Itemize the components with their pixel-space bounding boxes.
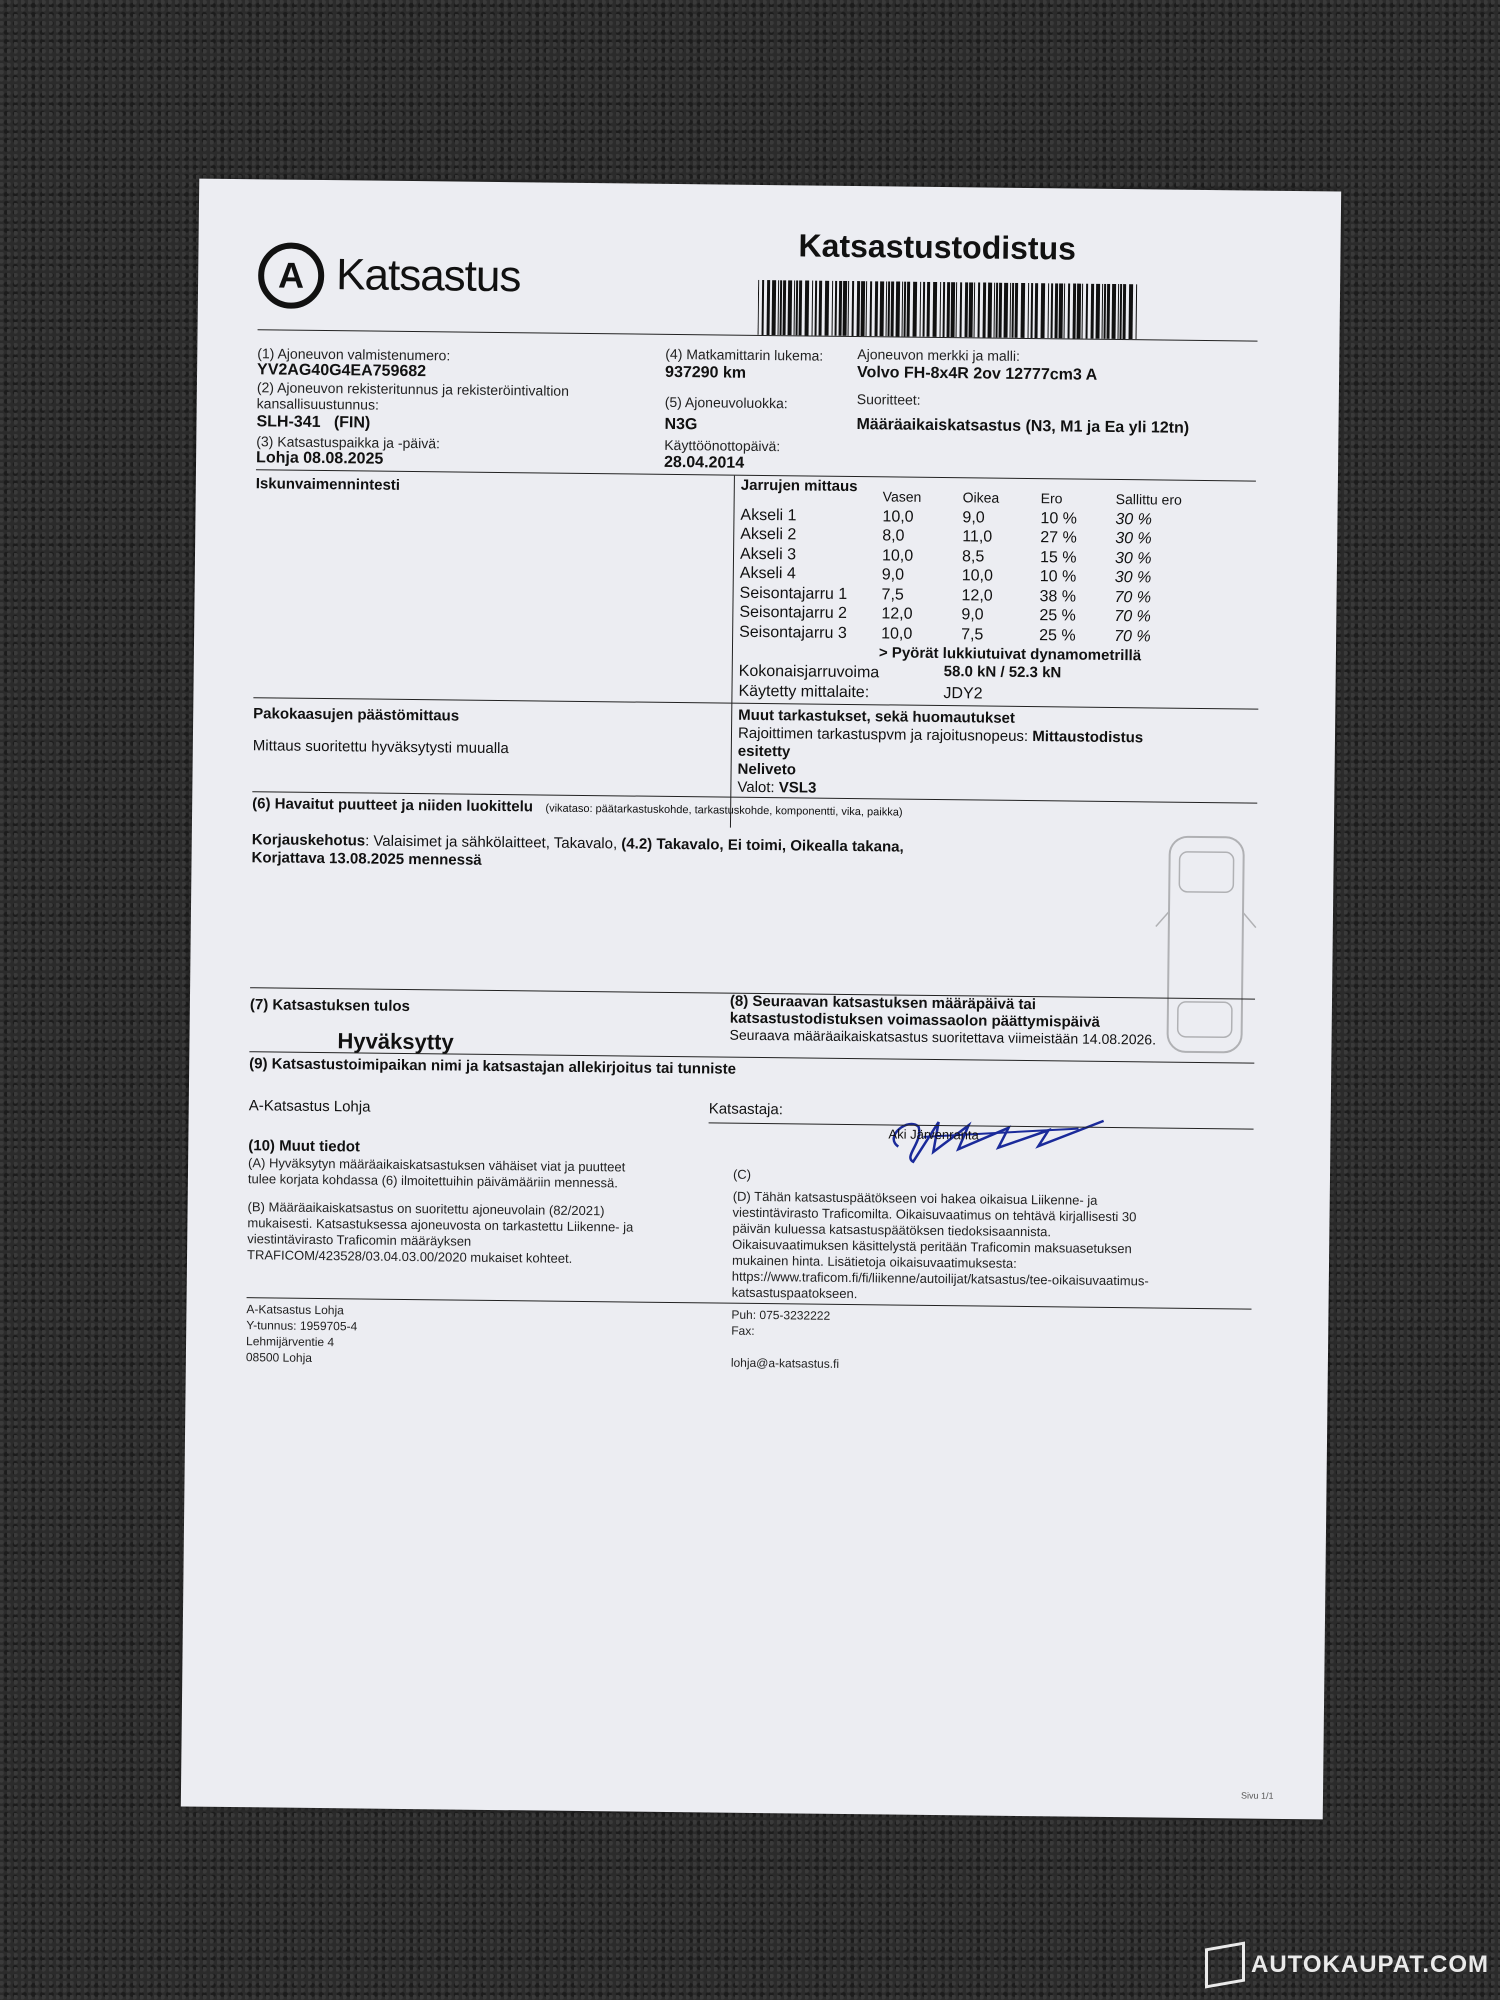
brake-cell: 7,5 bbox=[881, 585, 904, 604]
barcode-bar bbox=[848, 281, 850, 336]
brake-cell: 15 % bbox=[1039, 548, 1077, 567]
barcode-bar bbox=[891, 281, 895, 336]
brake-cell: Akseli 4 bbox=[739, 564, 796, 583]
inspection-certificate bbox=[181, 179, 1341, 1820]
barcode-bar bbox=[974, 282, 976, 337]
misc-b-line2: mukaisesti. Katsastuksessa ajoneuvosta on tarkastettu Liikenne- ja bbox=[247, 1215, 634, 1235]
barcode-bar bbox=[1086, 284, 1089, 339]
logo-text: Katsastus bbox=[335, 250, 521, 302]
defect-bold-label: Korjauskehotus bbox=[251, 831, 366, 850]
brake-cell: Seisontajarru 3 bbox=[739, 623, 847, 642]
barcode-bar bbox=[866, 281, 868, 336]
misc-title: (10) Muut tiedot bbox=[248, 1137, 361, 1156]
barcode-bar bbox=[778, 280, 780, 335]
emissions-text: Mittaus suoritettu hyväksytysti muualla bbox=[252, 737, 509, 758]
first-use-value: 28.04.2014 bbox=[663, 453, 745, 472]
brake-cell: 27 % bbox=[1040, 529, 1077, 547]
barcode-bar bbox=[1096, 284, 1101, 339]
barcode-bar bbox=[857, 281, 861, 336]
barcode-bar bbox=[886, 281, 888, 336]
barcode-bar bbox=[875, 281, 879, 336]
footer-phone: Puh: 075-3232222 bbox=[731, 1307, 831, 1323]
misc-a-line1: (A) Hyväksytyn määräaikaiskatsastuksen vähäiset viat ja puutteet bbox=[248, 1155, 626, 1175]
total-brake-label: Kokonaisjarruvoima bbox=[738, 662, 880, 682]
barcode-bar bbox=[1041, 283, 1046, 338]
barcode-bar bbox=[783, 280, 787, 335]
misc-a-line2: tulee korjata kohdassa (6) ilmoitettuihin päivämääriin mennessä. bbox=[247, 1171, 618, 1191]
barcode-bar bbox=[888, 281, 891, 336]
misc-d-line6: https://www.traficom.fi/fi/liikenne/autoilijat/katsastus/tee-oikaisuvaatimus- bbox=[731, 1268, 1149, 1289]
misc-d-line5: mukainen hinta. Lisätietoja oikaisuvaatimuksesta: bbox=[731, 1252, 1017, 1271]
barcode-bar bbox=[940, 282, 942, 337]
brake-header-cell: Sallittu ero bbox=[1115, 490, 1182, 508]
signature-icon bbox=[878, 1106, 1119, 1179]
emissions-title: Pakokaasujen päästömittaus bbox=[253, 705, 460, 725]
logo-letter: A bbox=[277, 254, 305, 296]
misc-d-line2: viestintävirasto Traficomilta. Oikaisuvaatimus on tehtävä kirjallisesti 30 bbox=[732, 1204, 1137, 1225]
barcode-bar bbox=[1068, 283, 1071, 338]
next-title bbox=[730, 993, 1101, 1031]
barcode-bar bbox=[843, 281, 848, 336]
barcode-bar bbox=[1073, 283, 1077, 338]
brake-cell: 11,0 bbox=[962, 528, 993, 546]
misc-b bbox=[247, 1199, 634, 1267]
total-brake-value: 58.0 kN / 52.3 kN bbox=[943, 663, 1062, 682]
defect-line2: Korjattava 13.08.2025 mennessä bbox=[251, 849, 482, 869]
barcode-bar bbox=[799, 280, 803, 335]
barcode-bar bbox=[913, 282, 918, 337]
station-title: (9) Katsastustoimipaikan nimi ja katsastajan allekirjoitus tai tunniste bbox=[249, 1055, 737, 1078]
inspector-name: Aki Järvenranta bbox=[888, 1126, 979, 1143]
brake-cell: 12,0 bbox=[881, 605, 913, 623]
barcode-bar bbox=[965, 282, 969, 337]
barcode-bar bbox=[1012, 283, 1015, 338]
barcode-bar bbox=[1031, 283, 1034, 338]
other-line2: esitetty bbox=[737, 742, 791, 761]
vin-label: (1) Ajoneuvon valmistenumero: bbox=[257, 345, 451, 364]
reg-label: (2) Ajoneuvon rekisteritunnus ja rekisteröintivaltion kansallisuustunnus: bbox=[256, 379, 570, 413]
next-title-line2: katsastustodistuksen voimassaolon päättymispäivä bbox=[729, 1009, 1100, 1031]
barcode-bar bbox=[805, 280, 810, 335]
brake-cell: 10,0 bbox=[961, 567, 994, 585]
barcode-bar bbox=[1035, 283, 1039, 338]
column-divider bbox=[730, 476, 735, 828]
performed-value: Määräaikaiskatsastus (N3, M1 ja Ea yli 12tn) bbox=[856, 416, 1190, 437]
barcode-bar bbox=[920, 282, 922, 337]
brake-cell: 30 % bbox=[1114, 568, 1152, 587]
performed-label: Suoritteet: bbox=[856, 391, 921, 408]
brake-cell: Seisontajarru 1 bbox=[739, 584, 848, 603]
result-value: Hyväksytty bbox=[337, 1028, 454, 1055]
barcode-bar bbox=[839, 281, 843, 336]
barcode-bar bbox=[1010, 283, 1012, 338]
reg-value: SLH-341 (FIN) bbox=[256, 413, 371, 432]
defect-end: (4.2) Takavalo, Ei toimi, Oikealla takana, bbox=[621, 835, 904, 856]
barcode-bar bbox=[819, 281, 823, 336]
brake-cell: 25 % bbox=[1039, 607, 1076, 625]
barcode-bar bbox=[796, 280, 799, 335]
footer-ytunnus: Y-tunnus: 1959705-4 bbox=[246, 1318, 358, 1334]
next-title-line1: (8) Seuraavan katsastuksen määräpäivä tai bbox=[729, 992, 1037, 1014]
defects-title: (6) Havaitut puutteet ja niiden luokittelu bbox=[252, 795, 534, 816]
limiter-value: Mittaustodistus bbox=[1032, 728, 1144, 747]
odo-value: 937290 km bbox=[665, 363, 747, 382]
barcode-bar bbox=[1015, 283, 1019, 338]
brake-cell: 30 % bbox=[1115, 529, 1152, 548]
barcode-bar bbox=[1123, 284, 1127, 339]
barcode-bar bbox=[852, 281, 855, 336]
barcode-bar bbox=[794, 280, 796, 335]
barcode-bar bbox=[758, 280, 760, 335]
brake-note: > Pyörät lukkiutuivat dynamometrillä bbox=[878, 644, 1142, 665]
brake-cell: 10,0 bbox=[881, 546, 914, 565]
brake-cell: 9,0 bbox=[881, 566, 905, 584]
odo-label: (4) Matkamittarin lukema: bbox=[665, 345, 824, 364]
defects-subtitle: (vikataso: päätarkastuskohde, tarkastuskohde, komponentti, vika, paikka) bbox=[545, 802, 903, 819]
barcode-bar bbox=[896, 281, 901, 336]
misc-b-line4: TRAFICOM/423528/03.04.03.00/2020 mukaiset kohteet. bbox=[246, 1247, 573, 1266]
barcode-bar bbox=[1120, 284, 1123, 339]
barcode-bar bbox=[1048, 283, 1050, 338]
defects-header bbox=[252, 795, 903, 820]
barcode-bar bbox=[1004, 283, 1009, 338]
barcode-bar bbox=[1082, 284, 1084, 339]
other-line3: Neliveto bbox=[737, 760, 797, 779]
brake-cell: 25 % bbox=[1039, 626, 1076, 645]
barcode-bar bbox=[762, 280, 765, 335]
inspector-label: Katsastaja: bbox=[708, 1100, 784, 1119]
barcode-bar bbox=[870, 281, 873, 336]
barcode-bar bbox=[880, 281, 885, 336]
defect-mid: : Valaisimet ja sähkölaitteet, Takavalo, bbox=[365, 832, 622, 853]
document-title: Katsastustodistus bbox=[798, 227, 1077, 267]
footer-contact bbox=[731, 1307, 840, 1372]
brake-cell: 10,0 bbox=[881, 624, 913, 643]
brake-cell: Akseli 2 bbox=[740, 525, 797, 544]
truck-outline-icon bbox=[1149, 831, 1262, 1062]
other-checks-title: Muut tarkastukset, sekä huomautukset bbox=[738, 706, 1016, 727]
barcode-bar bbox=[988, 283, 993, 338]
brake-header-cell: Ero bbox=[1040, 490, 1063, 507]
watermark-text: AUTOKAUPAT.COM bbox=[1251, 1951, 1489, 1978]
barcode-bar bbox=[933, 282, 938, 337]
footer-fax: Fax: bbox=[731, 1323, 755, 1338]
misc-b-line3: viestintävirasto Traficomin määräyksen bbox=[247, 1231, 472, 1249]
barcode-bar bbox=[951, 282, 956, 337]
brake-cell: 9,0 bbox=[962, 508, 985, 527]
station-name: A-Katsastus Lohja bbox=[248, 1097, 371, 1116]
brake-cell: 38 % bbox=[1039, 587, 1077, 606]
barcode-bar bbox=[960, 282, 963, 337]
limiter-line bbox=[738, 725, 1143, 747]
footer-city: 08500 Lohja bbox=[245, 1350, 313, 1365]
first-use-label: Käyttöönottopäivä: bbox=[664, 436, 781, 455]
barcode-bar bbox=[923, 282, 926, 337]
page-number: Sivu 1/1 bbox=[1240, 1790, 1274, 1801]
barcode-bar bbox=[767, 280, 771, 335]
barcode-bar bbox=[825, 281, 830, 336]
brake-header-cell bbox=[741, 487, 883, 508]
footer-email: lohja@a-katsastus.fi bbox=[730, 1355, 840, 1371]
barcode-bar bbox=[1107, 284, 1111, 339]
barcode-bar bbox=[927, 282, 931, 337]
watermark bbox=[1205, 1945, 1489, 1985]
table-row bbox=[739, 623, 1224, 648]
barcode-bar bbox=[1118, 284, 1120, 339]
brake-cell: 7,5 bbox=[961, 625, 984, 643]
misc-d-line1: (D) Tähän katsastuspäätökseen voi hakea oikaisua Liikenne- ja bbox=[732, 1188, 1098, 1208]
misc-d-line4: Oikaisuvaatimuksen käsittelystä peritään Traficomin maksuasetuksen bbox=[732, 1236, 1132, 1257]
autokaupat-logo-icon bbox=[1205, 1941, 1245, 1988]
footer-street: Lehmijärventie 4 bbox=[246, 1334, 335, 1350]
brake-cell: Seisontajarru 2 bbox=[739, 603, 848, 622]
brake-cell: Akseli 3 bbox=[739, 545, 797, 563]
barcode-icon bbox=[758, 280, 1143, 339]
misc-d bbox=[732, 1189, 1150, 1306]
barcode-bar bbox=[947, 282, 951, 337]
brake-cell: 70 % bbox=[1114, 627, 1151, 645]
barcode-bar bbox=[835, 281, 838, 336]
brake-cell: 10,0 bbox=[882, 507, 914, 526]
barcode-bar bbox=[788, 280, 793, 335]
brake-title: Jarrujen mittaus bbox=[740, 476, 858, 496]
barcode-bar bbox=[902, 282, 904, 337]
class-value: N3G bbox=[664, 415, 698, 434]
brake-cell: 8,5 bbox=[961, 547, 985, 566]
barcode-bar bbox=[1064, 283, 1066, 338]
place-value: Lohja 08.08.2025 bbox=[256, 449, 384, 468]
result-title: (7) Katsastuksen tulos bbox=[249, 996, 411, 1016]
misc-d-line7: katsastuspaatokseen. bbox=[731, 1284, 858, 1302]
barcode-bar bbox=[832, 281, 834, 336]
next-text: Seuraava määräaikaiskatsastus suoritettava viimeistään 14.08.2026. bbox=[729, 1026, 1157, 1048]
barcode-bar bbox=[996, 283, 999, 338]
class-label: (5) Ajoneuvoluokka: bbox=[664, 393, 788, 412]
barcode-bar bbox=[772, 280, 777, 335]
make-label: Ajoneuvon merkki ja malli: bbox=[857, 346, 1021, 364]
barcode-bar bbox=[994, 283, 996, 338]
barcode-bar bbox=[1077, 284, 1082, 339]
barcode-bar bbox=[780, 280, 783, 335]
brake-cell: 10 % bbox=[1039, 568, 1077, 586]
barcode-bar bbox=[812, 281, 814, 336]
brake-cell: 30 % bbox=[1115, 510, 1153, 528]
barcode-bar bbox=[907, 282, 911, 337]
brake-cell: Akseli 1 bbox=[740, 506, 797, 524]
brake-cell: 12,0 bbox=[961, 586, 993, 605]
brake-cell: 10 % bbox=[1040, 509, 1078, 528]
footer-address bbox=[246, 1301, 358, 1366]
barcode-bar bbox=[904, 282, 907, 337]
barcode-bar bbox=[1021, 283, 1026, 338]
barcode-bar bbox=[861, 281, 866, 336]
barcode-bar bbox=[956, 282, 958, 337]
barcode-bar bbox=[815, 281, 818, 336]
brake-cell: 9,0 bbox=[961, 606, 984, 624]
a-katsastus-logo-icon bbox=[258, 242, 325, 309]
barcode-bar bbox=[1051, 283, 1054, 338]
barcode-bar bbox=[999, 283, 1003, 338]
make-value: Volvo FH-8x4R 2ov 12777cm3 A bbox=[857, 364, 1098, 384]
vin-value: YV2AG40G4EA759682 bbox=[257, 361, 427, 381]
brake-cell: 8,0 bbox=[882, 527, 905, 545]
brake-header-cell: Oikea bbox=[962, 489, 1000, 506]
misc-c: (C) bbox=[732, 1166, 752, 1182]
lights-value: VSL3 bbox=[778, 779, 817, 797]
footer-company: A-Katsastus Lohja bbox=[246, 1302, 344, 1318]
barcode-bar bbox=[1112, 284, 1117, 339]
misc-a bbox=[248, 1155, 626, 1191]
lights-line bbox=[737, 779, 816, 797]
barcode-bar bbox=[1129, 284, 1134, 339]
brake-cell: 70 % bbox=[1114, 588, 1152, 606]
misc-b-line1: (B) Määräaikaiskatsastus on suoritettu ajoneuvolain (82/2021) bbox=[247, 1199, 605, 1219]
brake-header-cell: Vasen bbox=[882, 488, 922, 505]
barcode-bar bbox=[978, 282, 981, 337]
barcode-bar bbox=[1104, 284, 1107, 339]
barcode-bar bbox=[1136, 284, 1138, 339]
barcode-bar bbox=[969, 282, 974, 337]
barcode-bar bbox=[983, 282, 987, 337]
brake-table bbox=[739, 487, 1226, 648]
barcode-bar bbox=[1028, 283, 1030, 338]
barcode-bar bbox=[1059, 283, 1064, 338]
misc-d-line3: päivän kuluessa katsastuspäätöksen tiedoksisaannista. bbox=[732, 1220, 1052, 1240]
brake-cell: 30 % bbox=[1114, 549, 1152, 567]
barcode-bar bbox=[1091, 284, 1095, 339]
device-label: Käytetty mittalaite: bbox=[738, 682, 870, 702]
barcode-bar bbox=[1102, 284, 1104, 339]
lights-label: Valot: bbox=[737, 778, 779, 797]
place-label: (3) Katsastuspaikka ja -päivä: bbox=[256, 433, 441, 452]
shock-test-title: Iskunvaimennintesti bbox=[255, 475, 401, 494]
barcode-bar bbox=[1055, 283, 1059, 338]
brake-cell: 70 % bbox=[1114, 607, 1151, 626]
barcode-bar bbox=[943, 282, 946, 337]
device-value: JDY2 bbox=[943, 685, 983, 703]
limiter-label: Rajoittimen tarkastuspvm ja rajoitusnopeus: bbox=[737, 724, 1033, 746]
